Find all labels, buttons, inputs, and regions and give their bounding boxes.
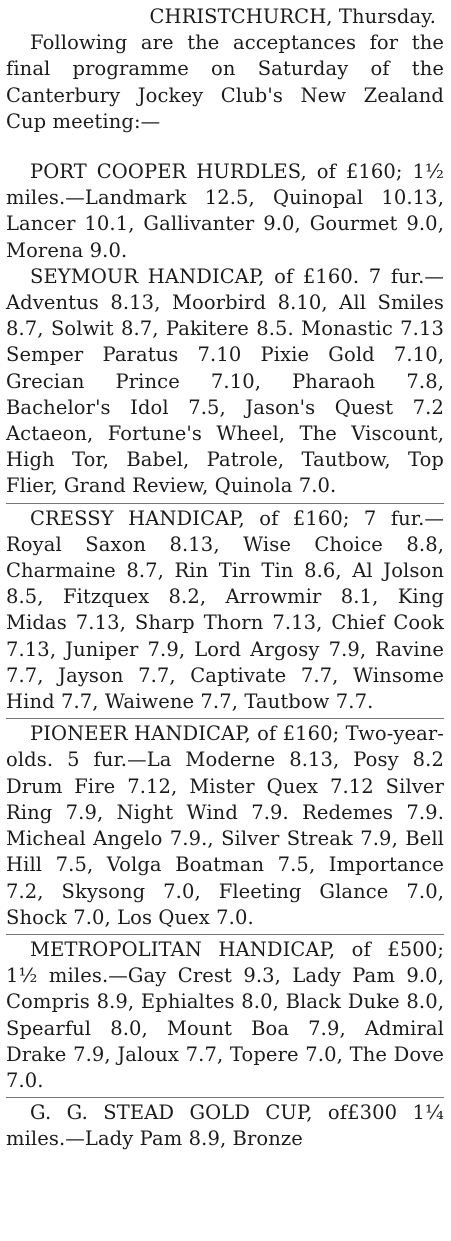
race-paragraph — [6, 159, 444, 264]
race-paragraph — [6, 506, 444, 716]
race-entry-cressy-handicap — [6, 503, 444, 716]
race-heading: SEYMOUR HANDICAP, — [30, 264, 265, 288]
race-paragraph — [6, 264, 444, 500]
dateline: CHRISTCHURCH, Thursday. — [149, 5, 436, 28]
race-heading: PORT COOPER HURDLES, — [30, 160, 307, 184]
race-acceptances: of£300 1¼ miles.—Lady Pam 8.9, Bronze — [6, 1101, 444, 1151]
race-heading: CRESSY HANDICAP, — [30, 506, 245, 530]
race-entry-stead-gold-cup — [6, 1097, 444, 1152]
race-paragraph — [6, 721, 444, 931]
news-column — [6, 4, 444, 1153]
race-acceptances: of £160; 1½ miles.—Landmark 12.5, Quinopal 10.13, Lancer 10.1, Gallivanter 9.0, Gourmet 9.0, Morena 9.0. — [6, 160, 444, 262]
race-entry-seymour-handicap — [6, 264, 444, 500]
race-paragraph — [6, 1100, 444, 1152]
race-heading: G. G. STEAD GOLD CUP, — [30, 1101, 313, 1125]
race-entry-port-cooper-hurdles — [6, 159, 444, 264]
race-acceptances: of £500; 1½ miles.—Gay Crest 9.3, Lady Pam 9.0, Compris 8.9, Ephialtes 8.0, Black Duke 8.0, Spearful 8.0, Mount Boa 7.9, Admiral Drake 7.9, Jaloux 7.7, Topere 7.0, The Dove 7.0. — [6, 937, 444, 1092]
race-heading: PIONEER HANDICAP, — [30, 722, 251, 746]
race-acceptances: of £160. 7 fur.—Adventus 8.13, Moorbird 8.10, All Smiles 8.7, Solwit 8.7, Pakitere 8.5. Monastic 7.13 Semper Paratus 7.10 Pixie Gold 7.10, Grecian Prince 7.10, Pharaoh 7.8, Bachelor's Idol 7.5, Jason's Quest 7.2 Actaeon, Fortune's Wheel, The Viscount, High Tor, Babel, Patrole, Tautbow, Top Flier, Grand Review, Quinola 7.0. — [6, 264, 444, 498]
intro-paragraph: Following are the acceptances for the final programme on Saturday of the Canterbury Jockey Club's New Zealand Cup meeting:— — [6, 31, 444, 133]
race-paragraph — [6, 937, 444, 1094]
spacer — [6, 135, 444, 159]
race-entry-pioneer-handicap — [6, 718, 444, 931]
race-acceptances: of £160; 7 fur.—Royal Saxon 8.13, Wise Choice 8.8, Charmaine 8.7, Rin Tin Tin 8.6, Al Jolson 8.5, Fitzquex 8.2, Arrowmir 8.1, King Midas 7.13, Sharp Thorn 7.13, Chief Cook 7.13, Juniper 7.9, Lord Argosy 7.9, Ravine 7.7, Jayson 7.7, Captivate 7.7, Winsome Hind 7.7, Waiwene 7.7, Tautbow 7.7. — [6, 506, 444, 714]
race-entry-metropolitan-handicap — [6, 934, 444, 1094]
race-heading: METROPOLITAN HANDICAP, — [30, 937, 336, 961]
race-acceptances: of £160; Two-year-olds. 5 fur.—La Moderne 8.13, Posy 8.2 Drum Fire 7.12, Mister Quex 7.12 Silver Ring 7.9, Night Wind 7.9. Redemes 7.9. Micheal Angelo 7.9., Silver Streak 7.9, Bell Hill 7.5, Volga Boatman 7.5, Importance 7.2, Skysong 7.0, Fleeting Glance 7.0, Shock 7.0, Los Quex 7.0. — [6, 722, 444, 929]
